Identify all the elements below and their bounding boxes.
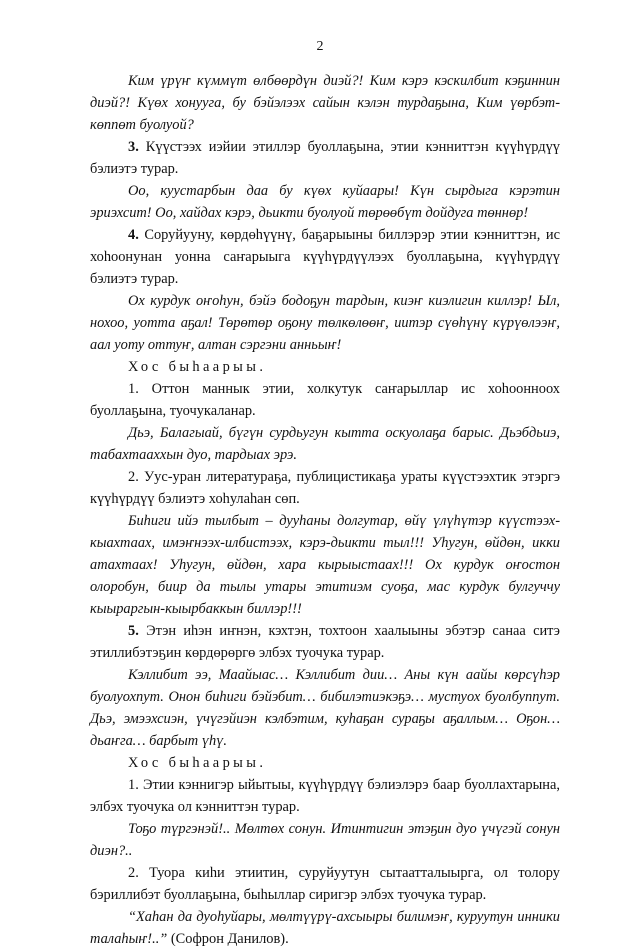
rule-paragraph: [90, 620, 560, 664]
rule-paragraph: [90, 224, 560, 290]
rule-number: 3.: [128, 139, 139, 155]
text-paragraph: 2. Туора киһи этиитин, суруйуутун сытаатталыырга, ол толору бэриллибэт буоллаҕына, быһыллар сиригэр элбэх туочука турар.: [90, 865, 560, 903]
rule-text: Күүстээх иэйии этиллэр буоллаҕына, этии кэнниттэн күүһүрдүү бэлиэтэ турар.: [90, 139, 560, 177]
example-paragraph: Тоҕо түргэнэй!.. Мөлтөх сонун. Итинтигин этэҕин дуо үчүгэй сонун диэн?..: [90, 821, 560, 859]
example-paragraph: Биһиги ийэ тылбыт – дууһаны долгутар, өйү үлүһүтэр күүстээх-кыахтаах, имэҥнээх-илбистээх, кэрэ-дьикти тыл!!! Уһугун, өйдөн, икки атахтаах! Уһугун, өйдөн, хара кырыыстаах!!! Ох курдук оҥостон олоробун, биир да тылы утары этитиэм суоҕа, мас курдук булгуччу кыыраргын-кыырбаккын биллэр!!!: [90, 513, 560, 617]
text-paragraph: 1. Оттон маннык этии, холкутук саҥарыллар ис хоһоонноох буоллаҕына, туочукаланар.: [90, 381, 560, 419]
quote-paragraph: [90, 906, 560, 950]
quote-text: “Хаһан да дуоһуйары, мөлтүүрү-ахсыыры билимэҥ, куруутун инники талаһыҥ!..”: [90, 909, 560, 947]
example-paragraph: Кэллибит ээ, Маайыас… Кэллибит дии… Аны күн аайы көрсүһэр буолуохпут. Онон биһиги бэйэбит… бибилэтиэкэҕэ… мустуох буолбуппут. Дьэ, эмээхсиэн, үчүгэйиэн кэлбэтим, куһаҕан сураҕы аҕаллым… Оҕон… дьаҥга… барбыт үһү.: [90, 667, 560, 749]
rule-text: Соруйууну, көрдөһүүнү, баҕарыыны биллэрэр этии кэнниттэн, ис хоһоонунан уонна саҥарыыга күүһүрдүүлээх буоллаҕына, күүһүрдүү бэлиэтэ турар.: [90, 227, 560, 287]
document-body: [90, 70, 560, 950]
rule-paragraph: [90, 136, 560, 180]
rule-text: Этэн иһэн иҥнэн, кэхтэн, тохтоон хаалыыны эбэтэр санаа ситэ этиллибэтэҕин көрдөрөргө элбэх туочука турар.: [90, 623, 560, 661]
example-paragraph: Ким үрүҥ күммүт өлбөөрдүн диэй?! Ким кэрэ кэскилбит кэҕиннин диэй?! Күөх хонууга, бу бэйэлээх сайын кэлэн турдаҕына, Ким үөрбэт-көппөт буолуой?: [90, 73, 560, 133]
example-paragraph: Оо, куустарбын даа бу күөх куйаары! Күн сырдыга кэрэтин эриэхсит! Оо, хайдах кэрэ, дьикти буолуой төрөөбүт дойдуга төннөр!: [90, 183, 560, 221]
rule-number: 5.: [128, 623, 139, 639]
text-paragraph: 1. Этии кэннигэр ыйытыы, күүһүрдүү бэлиэлэрэ баар буоллахтарына, элбэх туочука ол кэнниттэн турар.: [90, 777, 560, 815]
example-paragraph: Ох курдук оҥоһун, бэйэ бодоҕун тардын, киэҥ киэлигин киллэр! Ыл, нохоо, уотта аҕал! Төрөтөр оҕону төлкөлөөҥ, иитэр сүөһүнү күрүөлээҥ, аал уоту оттуҥ, алтан сэргэни анньыҥ!: [90, 293, 560, 353]
example-paragraph: Дьэ, Балагыай, бүгүн сурдьугун кытта оскуолаҕа барыс. Дьэбдьиэ, табахтааххын дуо, тардыах эрэ.: [90, 425, 560, 463]
text-paragraph: 2. Уус-уран литератураҕа, публицистикаҕа ураты күүстээхтик этэргэ күүһүрдүү бэлиэтэ хоһулаһан сөп.: [90, 469, 560, 507]
page-number: 2: [316, 39, 324, 54]
rule-number: 4.: [128, 227, 139, 243]
note-heading: Хос быһаарыы.: [128, 359, 267, 375]
quote-attribution: (Софрон Данилов).: [167, 931, 289, 947]
note-heading: Хос быһаарыы.: [128, 755, 267, 771]
